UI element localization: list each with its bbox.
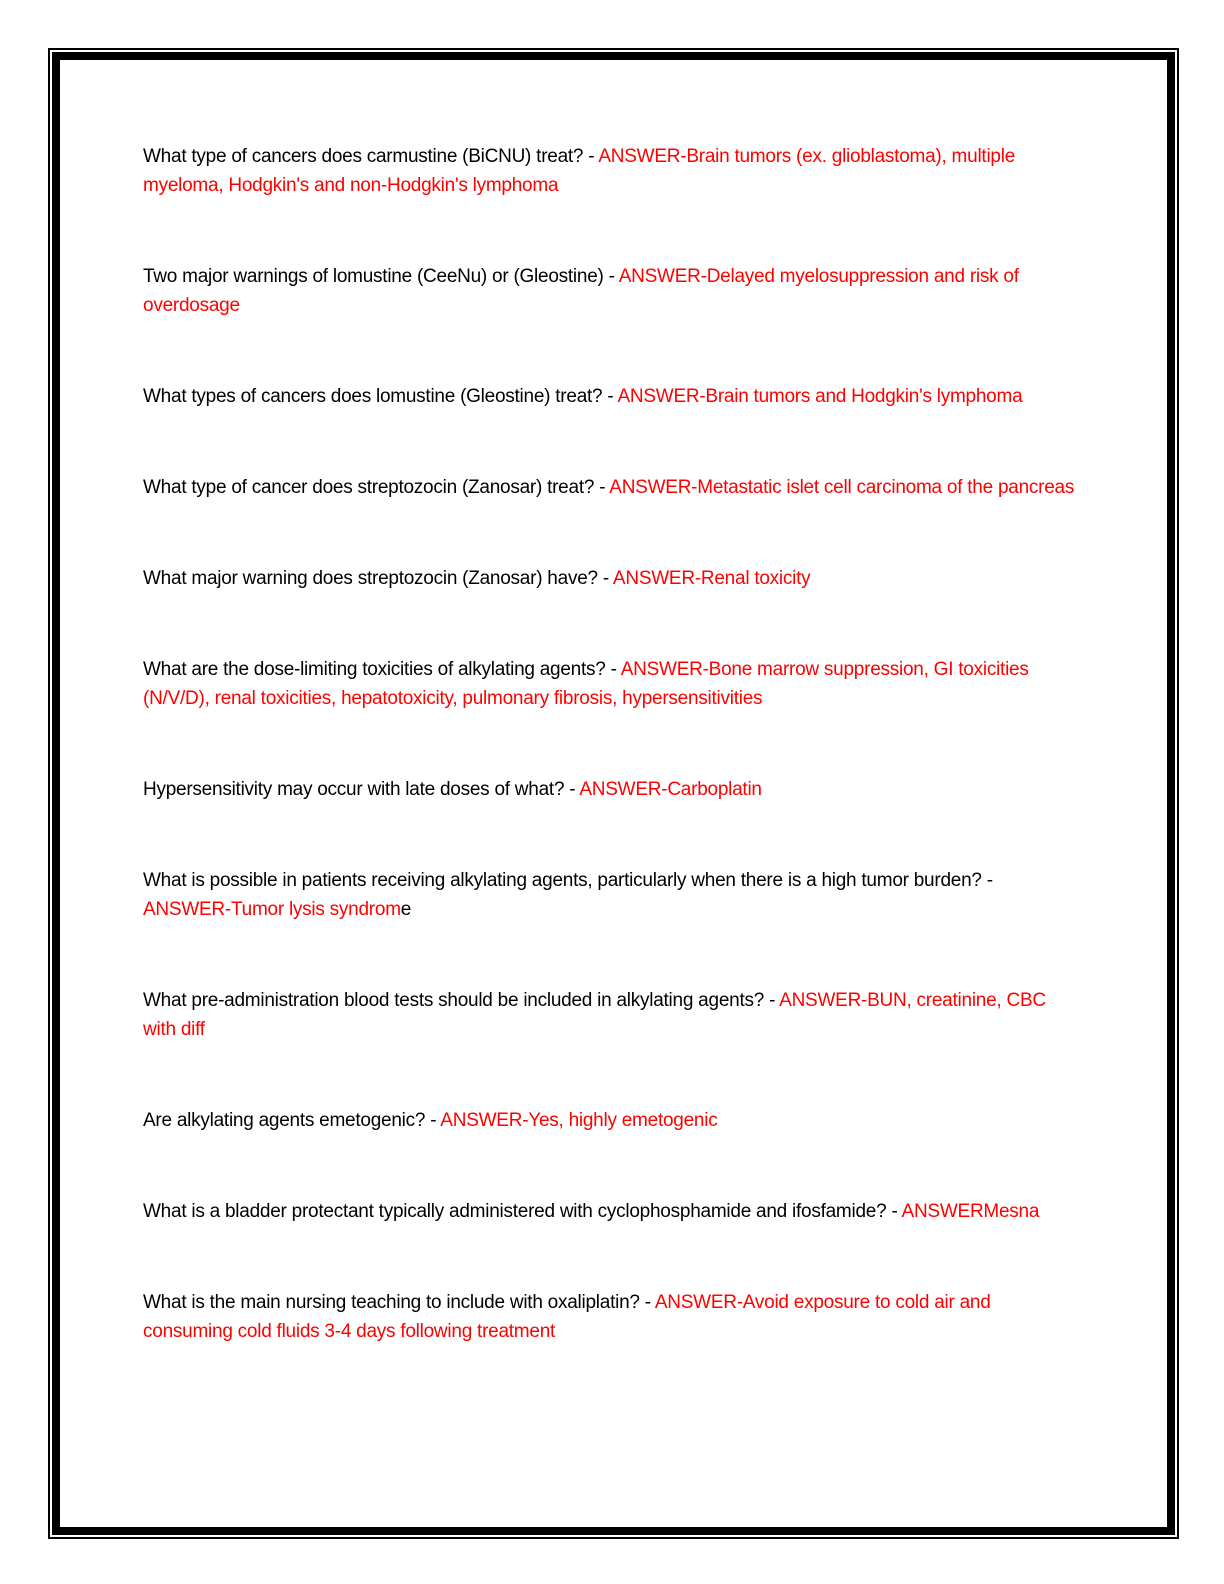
qa-answer: ANSWERMesna (901, 1201, 1040, 1222)
qa-answer: ANSWER-Brain tumors and Hodgkin's lymphoma (617, 386, 1023, 407)
qa-item (143, 262, 1081, 320)
qa-item (143, 655, 1081, 713)
qa-item (143, 1197, 1081, 1226)
qa-answer: ANSWER-Brain tumors (ex. glioblastoma), multiple myeloma, Hodgkin's and non-Hodgkin's lymphoma (143, 146, 1016, 196)
qa-answer: ANSWER-BUN, creatinine, CBC with diff (143, 990, 1046, 1040)
qa-item (143, 473, 1081, 502)
qa-question: What is a bladder protectant typically administered with cyclophosphamide and ifosfamide? - (143, 1201, 902, 1222)
page-border-frame (48, 48, 1179, 1539)
qa-question: What type of cancers does carmustine (BiCNU) treat? - (143, 146, 599, 167)
qa-item (143, 1288, 1081, 1346)
qa-item (143, 382, 1081, 411)
qa-item (143, 866, 1081, 924)
qa-question: What are the dose-limiting toxicities of alkylating agents? - (143, 659, 621, 680)
qa-question: What types of cancers does lomustine (Gleostine) treat? - (143, 386, 618, 407)
page-content-area (52, 52, 1175, 1535)
qa-question: What major warning does streptozocin (Zanosar) have? - (143, 568, 613, 589)
qa-answer: ANSWER-Carboplatin (579, 779, 762, 800)
qa-question: What is possible in patients receiving alkylating agents, particularly when there is a high tumor burden? - (143, 870, 993, 891)
qa-question: Are alkylating agents emetogenic? - (143, 1110, 441, 1131)
qa-answer: ANSWER-Bone marrow suppression, GI toxicities (N/V/D), renal toxicities, hepatotoxicity, pulmonary fibrosis, hypersensitivities (143, 659, 1029, 709)
qa-question: What is the main nursing teaching to include with oxaliplatin? - (143, 1292, 655, 1313)
qa-question: Two major warnings of lomustine (CeeNu) or (Gleostine) - (143, 266, 619, 287)
qa-question: What pre-administration blood tests should be included in alkylating agents? - (143, 990, 780, 1011)
qa-item (143, 775, 1081, 804)
qa-answer: ANSWER-Tumor lysis syndrom (143, 899, 401, 920)
qa-answer-suffix: e (400, 899, 412, 920)
qa-answer: ANSWER-Yes, highly emetogenic (440, 1110, 718, 1131)
qa-question: What type of cancer does streptozocin (Zanosar) treat? - (143, 477, 610, 498)
qa-answer: ANSWER-Avoid exposure to cold air and consuming cold fluids 3-4 days following treatment (143, 1292, 991, 1342)
qa-answer: ANSWER-Renal toxicity (612, 568, 811, 589)
qa-item (143, 142, 1081, 200)
qa-answer: ANSWER-Delayed myelosuppression and risk of overdosage (143, 266, 1019, 316)
qa-item (143, 564, 1081, 593)
qa-question: Hypersensitivity may occur with late doses of what? - (143, 779, 580, 800)
qa-item (143, 986, 1081, 1044)
qa-item (143, 1106, 1081, 1135)
qa-answer: ANSWER-Metastatic islet cell carcinoma of the pancreas (609, 477, 1075, 498)
